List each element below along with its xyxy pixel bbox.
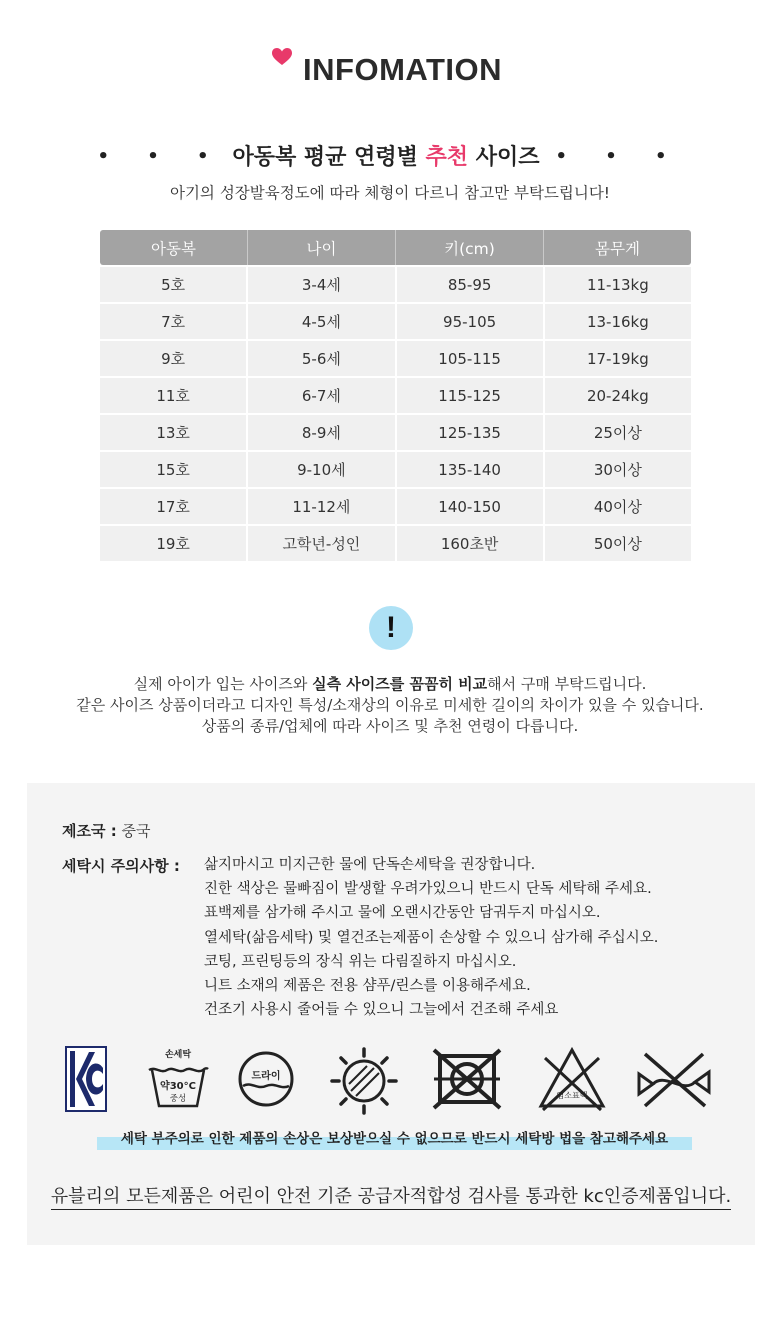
hand-wash-detergent: 중성 <box>169 1094 187 1104</box>
table-cell: 9-10세 <box>248 452 396 487</box>
heart-icon <box>272 48 292 70</box>
table-cell: 30이상 <box>593 461 642 479</box>
table-cell: 140-150 <box>397 489 545 524</box>
column-header: 몸무게 <box>595 239 640 258</box>
product-info-box <box>27 783 755 1245</box>
table-cell: 13-16kg <box>586 312 649 331</box>
origin-row <box>62 820 150 841</box>
table-cell: 11호 <box>100 378 248 413</box>
care-item: 진한 색상은 물빠짐이 발생할 우려가있으니 반드시 단독 세탁해 주세요. <box>204 881 652 898</box>
dots-left: • • • <box>97 146 225 167</box>
table-cell: 50이상 <box>593 535 642 553</box>
no-bleach-label: 염소표백 <box>556 1091 588 1100</box>
table-cell: 11-12세 <box>248 489 396 524</box>
kc-notice-text: 유블리의 모든제품은 어린이 안전 기준 공급자적합성 검사를 통과한 kc인증제품입니다. <box>51 1186 731 1210</box>
table-cell: 3-4세 <box>248 267 396 302</box>
no-wring-icon <box>635 1046 713 1112</box>
column-header: 키(cm) <box>396 230 544 265</box>
table-row <box>100 452 691 487</box>
table-cell: 40이상 <box>593 498 642 516</box>
size-section-subtitle: 아기의 성장발육정도에 따라 체형이 다르니 참고만 부탁드립니다! <box>169 184 611 202</box>
table-cell: 85-95 <box>397 267 545 302</box>
table-cell: 19호 <box>100 526 248 561</box>
table-cell: 9호 <box>100 341 248 376</box>
table-row <box>100 489 691 524</box>
care-item: 건조기 사용시 줄어들 수 있으니 그늘에서 건조해 주세요 <box>204 1002 559 1019</box>
hand-wash-icon <box>145 1046 211 1112</box>
size-table <box>100 230 691 561</box>
table-cell: 95-105 <box>397 304 545 339</box>
table-cell: 20-24kg <box>586 386 649 405</box>
care-item: 표백제를 삼가해 주시고 물에 오랜시간동안 담궈두지 마십시오. <box>204 905 601 922</box>
care-item: 삶지마시고 미지근한 물에 단독손세탁을 권장합니다. <box>204 857 536 873</box>
origin-label: 제조국 : <box>62 822 117 840</box>
table-cell: 115-125 <box>397 378 545 413</box>
no-sun-dry-icon <box>329 1046 399 1116</box>
table-cell: 5호 <box>100 267 248 302</box>
title-prefix: 아동복 평균 연령별 <box>232 145 418 170</box>
table-cell: 15호 <box>100 452 248 487</box>
no-tumble-dry-icon <box>432 1046 502 1112</box>
table-cell: 5-6세 <box>248 341 396 376</box>
table-cell: 8-9세 <box>248 415 396 450</box>
page-header <box>0 52 780 88</box>
title-accent: 추천 <box>425 145 469 170</box>
table-cell: 13호 <box>100 415 248 450</box>
table-cell: 17-19kg <box>586 349 649 368</box>
notice-line-3: 상품의 종류/업체에 따라 사이즈 및 추천 연령이 다릅니다. <box>201 717 579 735</box>
care-icons-row <box>57 1046 717 1121</box>
exclamation-glyph: ! <box>386 611 396 644</box>
table-row <box>100 304 691 339</box>
column-header: 아동복 <box>100 230 248 265</box>
table-cell: 17호 <box>100 489 248 524</box>
table-row <box>100 415 691 450</box>
page-title: INFOMATION <box>303 52 503 87</box>
hand-wash-temp: 약30°C <box>160 1081 196 1092</box>
notice-line-2: 같은 사이즈 상품이더라고 디자인 특성/소재상의 이유로 미세한 길이의 차이가 있을 수 있습니다. <box>76 696 704 714</box>
table-row <box>100 378 691 413</box>
table-cell: 125-135 <box>397 415 545 450</box>
title-suffix: 사이즈 <box>475 145 540 170</box>
hand-wash-label: 손세탁 <box>164 1050 192 1060</box>
no-bleach-icon <box>537 1046 607 1112</box>
care-label-text: 세탁시 주의사항 : <box>62 857 180 875</box>
care-item: 열세탁(삶음세탁) 및 열건조는제품이 손상할 수 있으니 삼가해 주십시오. <box>204 929 659 946</box>
table-cell: 105-115 <box>397 341 545 376</box>
notice-text: 실제 아이가 입는 사이즈와 <box>133 675 313 693</box>
notice-emphasis: 실측 사이즈를 꼼꼼히 비교 <box>312 675 488 693</box>
column-header: 나이 <box>248 230 396 265</box>
dots-right: • • • <box>555 146 683 167</box>
table-header <box>100 230 691 265</box>
table-cell: 4-5세 <box>248 304 396 339</box>
care-instructions <box>204 853 658 1022</box>
care-item: 코팅, 프린팅등의 장식 위는 다림질하지 마십시오. <box>204 953 517 970</box>
table-row <box>100 341 691 376</box>
notice-text: 해서 구매 부탁드립니다. <box>487 675 647 693</box>
table-cell: 6-7세 <box>248 378 396 413</box>
table-cell: 160초반 <box>397 526 545 561</box>
table-cell: 135-140 <box>397 452 545 487</box>
table-row <box>100 267 691 302</box>
size-section-title <box>0 140 780 171</box>
table-cell: 11-13kg <box>586 275 649 294</box>
exclamation-icon <box>369 606 413 650</box>
kc-certification-notice <box>27 1182 755 1208</box>
table-cell: 고학년-성인 <box>248 526 396 561</box>
care-warning-banner: 세탁 부주의로 인한 제품의 손상은 보상받으실 수 없으므로 반드시 세탁방 법을 참고해주세요 <box>97 1128 692 1150</box>
dry-clean-icon <box>233 1046 299 1112</box>
table-row <box>100 526 691 561</box>
care-label <box>62 855 180 876</box>
origin-value: 중국 <box>121 822 151 840</box>
table-cell: 7호 <box>100 304 248 339</box>
size-notice <box>0 674 780 737</box>
kc-mark-icon <box>65 1046 107 1112</box>
table-cell: 25이상 <box>593 424 642 442</box>
care-item: 니트 소재의 제품은 전용 샴푸/린스를 이용해주세요. <box>204 978 531 995</box>
notice-line-1 <box>0 674 780 695</box>
dry-clean-label: 드라이 <box>251 1071 281 1082</box>
